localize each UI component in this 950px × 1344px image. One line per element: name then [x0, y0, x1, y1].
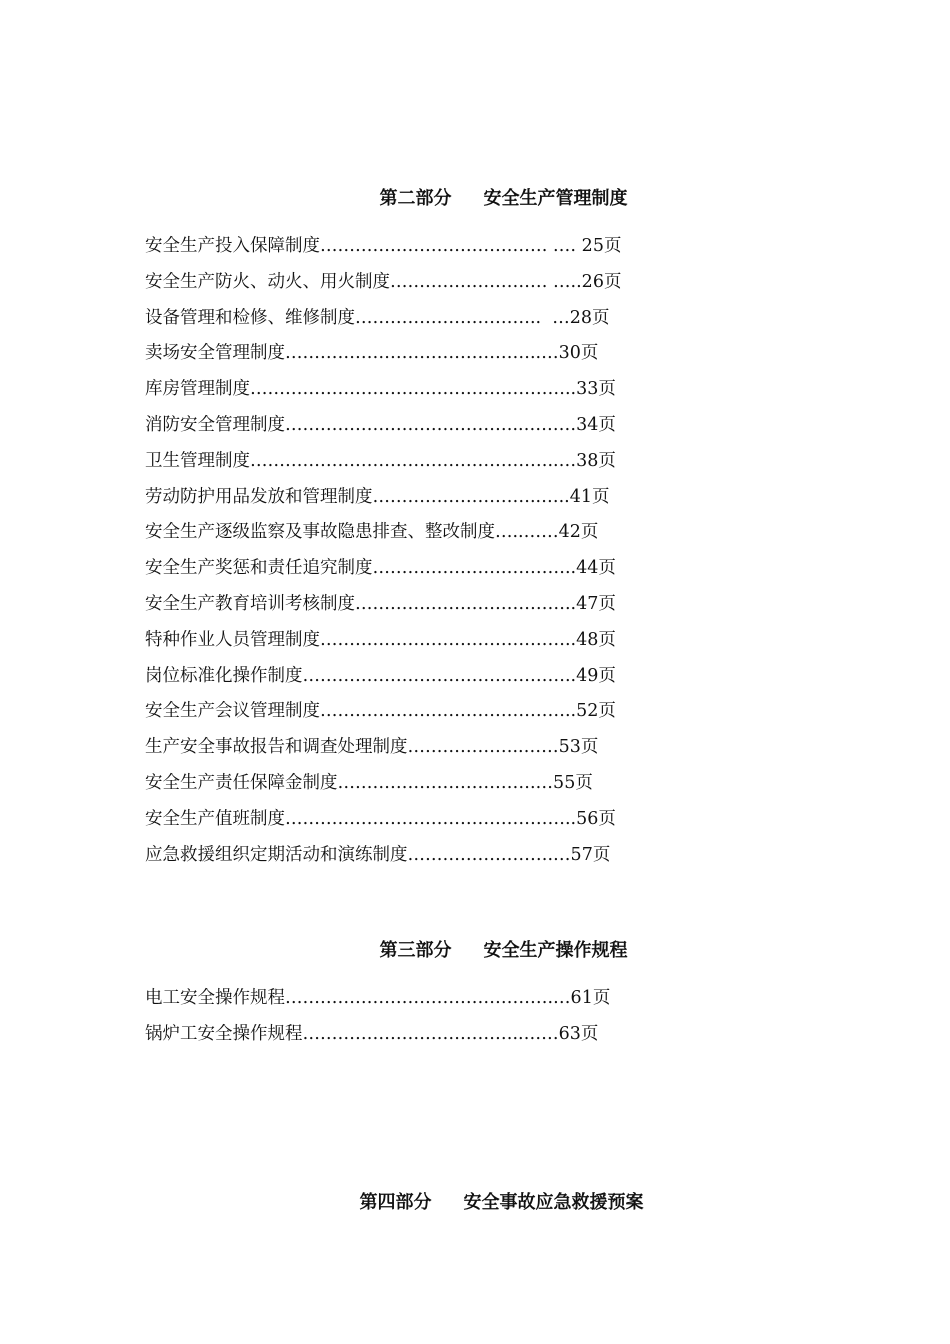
toc-entry[interactable]: 安全生产防火、动火、用火制度……………………… …..26页 — [145, 271, 622, 292]
toc-entry[interactable]: 安全生产逐级监察及事故隐患排查、整改制度…..……42页 — [145, 522, 599, 543]
toc-entry[interactable]: 安全生产奖惩和责任追究制度……………………………..44页 — [145, 558, 616, 579]
toc-entry[interactable]: 安全生产值班制度…………………………………………..56页 — [145, 808, 616, 829]
section2-toc-list — [145, 229, 621, 873]
toc-entry[interactable]: 特种作业人员管理制度……………………………………..48页 — [145, 629, 616, 650]
toc-entry[interactable]: 安全生产会议管理制度……………………………………..52页 — [145, 701, 616, 722]
toc-entry[interactable]: 安全生产投入保障制度………………………………… .… 25页 — [145, 236, 622, 256]
toc-entry[interactable]: 锅炉工安全操作规程………………………………..……63页 — [145, 1023, 599, 1044]
toc-entry[interactable]: 卫生管理制度……………………………………………..…38页 — [145, 450, 616, 471]
section3-toc-list — [145, 981, 610, 1053]
toc-entry[interactable]: 消防安全管理制度…………………………………..………34页 — [145, 414, 616, 435]
section2-heading — [367, 163, 628, 211]
toc-entry[interactable]: 应急救援组织定期活动和演练制度…………………….…57页 — [145, 844, 611, 865]
section4-part-label: 第四部分 — [359, 1192, 432, 1213]
section4-title: 安全事故应急救援预案 — [463, 1192, 644, 1213]
toc-entry[interactable]: 卖场安全管理制度……………………………………..…30页 — [145, 343, 599, 364]
toc-entry[interactable]: 安全生产责任保障金制度…………………………….…55页 — [145, 772, 593, 793]
section2-part-label: 第二部分 — [379, 188, 452, 209]
section4-heading — [347, 1167, 644, 1215]
section3-part-label: 第三部分 — [379, 940, 452, 961]
section3-heading — [367, 915, 628, 963]
toc-entry[interactable]: 设备管理和检修、维修制度………………………….. …28页 — [145, 307, 610, 328]
section2-title: 安全生产管理制度 — [483, 188, 628, 209]
section3-title: 安全生产操作规程 — [483, 940, 628, 961]
toc-entry[interactable]: 库房管理制度………………………………………………..33页 — [145, 379, 616, 400]
toc-entry[interactable]: 安全生产教育培训考核制度………………………………..47页 — [145, 593, 616, 614]
toc-entry[interactable]: 电工安全操作规程……………………………………….…61页 — [145, 988, 611, 1008]
toc-entry[interactable]: 生产安全事故报告和调查处理制度………………..……53页 — [145, 737, 599, 758]
toc-entry[interactable]: 劳动防护用品发放和管理制度………………………..…..41页 — [145, 486, 610, 507]
toc-entry[interactable]: 岗位标准化操作制度………………………………………..49页 — [145, 665, 616, 686]
